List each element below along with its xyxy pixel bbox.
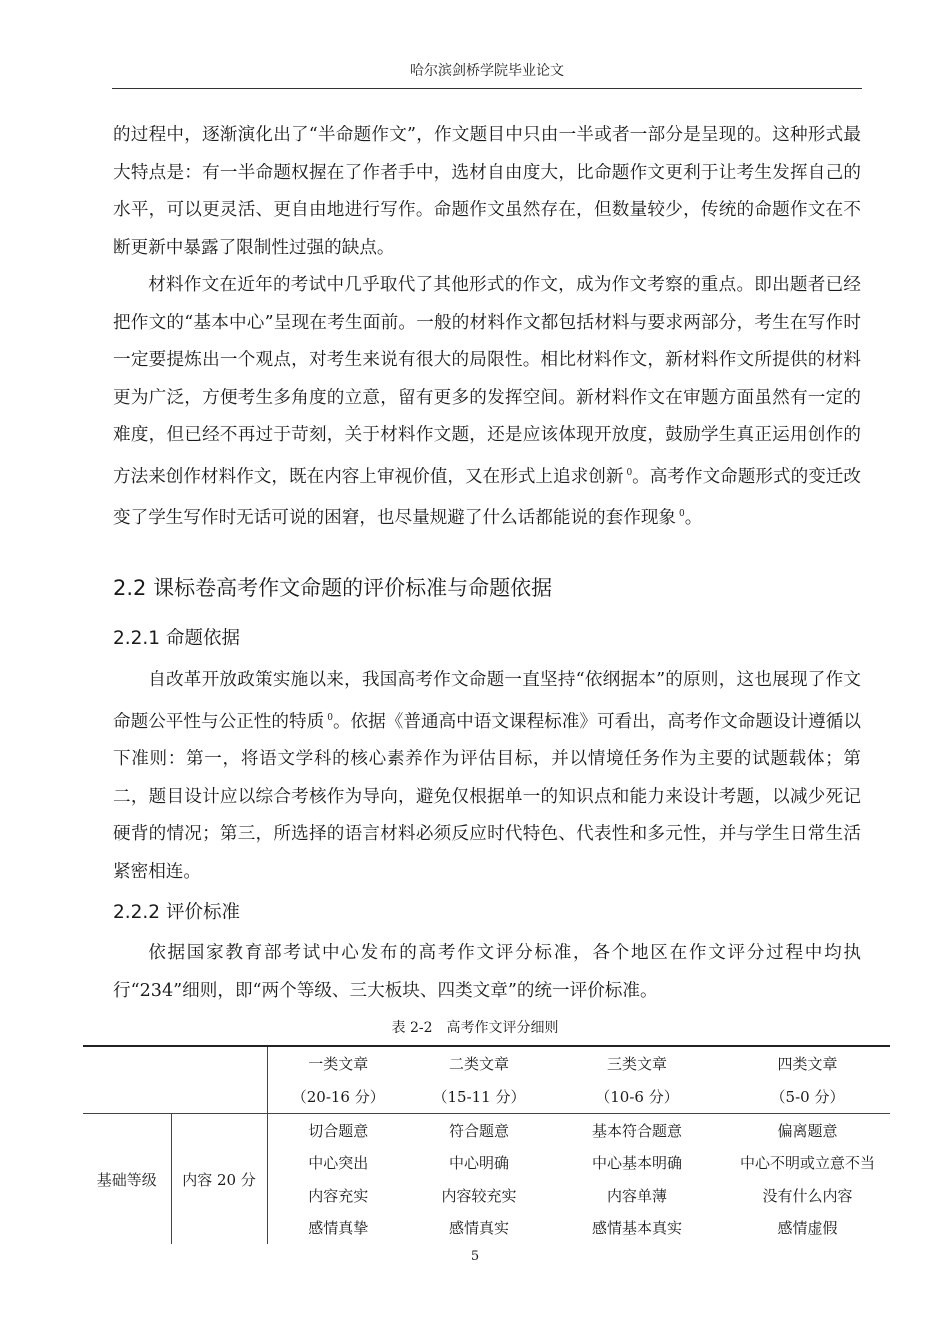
section-heading-2-2-1: 2.2.1 命题依据 xyxy=(113,628,240,649)
table-cell: 感情基本真实 xyxy=(591,1219,682,1238)
column-header-range: （10-6 分） xyxy=(595,1088,679,1106)
citation-marker: 0 xyxy=(327,712,333,723)
table-cell: 感情虚假 xyxy=(777,1219,838,1238)
section-2-2-2-body xyxy=(113,935,861,1010)
table-corner-cell xyxy=(83,1080,171,1114)
table-cell: 中心不明或立意不当 xyxy=(739,1154,875,1173)
column-header-name: 一类文章 xyxy=(267,1046,409,1080)
citation-marker: 0 xyxy=(679,509,685,519)
paragraph-2 xyxy=(113,267,861,538)
paragraph-3-text-b: 。依据《普通高中语文课程标准》可看出，高考作文命题设计遵循以下准则：第一，将语文学科的核心素养作为评估目标，并以情境任务作为主要的试题载体；第二，题目设计应以综合考核作为导向，避免仅根据单一的知识点和能力来设计考题，以减少死记硬背的情况；第三，所选择的语言材料必须反应时代特色、代表性和多元性，并与学生日常生活紧密相连。 xyxy=(113,711,861,882)
paragraph-4: 依据国家教育部考试中心发布的高考作文评分标准，各个地区在作文评分过程中均执行“234”细则，即“两个等级、三大板块、四类文章”的统一评价标准。 xyxy=(113,943,861,1001)
paragraph-2-text-c: 。 xyxy=(684,508,703,528)
section-2-2-1-body xyxy=(113,662,861,891)
table-cell: 内容单薄 xyxy=(606,1186,667,1205)
paragraph-3 xyxy=(113,662,861,891)
paragraph-2-text-a: 材料作文在近年的考试中几乎取代了其他形式的作文，成为作文考察的重点。即出题者已经把作文的“基本中心”呈现在考生面前。一般的材料作文都包括材料与要求两部分，考生在写作时一定要提炼出一个观点，对考生来说有很大的局限性。相比材料作文，新材料作文所提供的材料更为广泛，方便考生多角度的立意，留有更多的发挥空间。新材料作文在审题方面虽然有一定的难度，但已经不再过于苛刻，关于材料作文题，还是应该体现开放度，鼓励学生真正运用创作的方法来创作材料作文，既在内容上审视价值，又在形式上追求创新 xyxy=(113,275,861,487)
paragraph-continuation xyxy=(113,117,861,538)
table-cell: 内容较充实 xyxy=(441,1186,517,1205)
column-header-name: 二类文章 xyxy=(409,1046,549,1080)
page-header: 哈尔滨剑桥学院毕业论文 xyxy=(112,60,862,89)
column-header-range: （20-16 分） xyxy=(291,1088,385,1106)
table-cell: 符合题意 xyxy=(409,1114,549,1147)
row-group-label: 基础等级 xyxy=(83,1114,171,1245)
table-corner-cell xyxy=(83,1046,171,1080)
table-cell: 偏离题意 xyxy=(725,1114,890,1147)
table-cell: 没有什么内容 xyxy=(762,1186,853,1205)
row-subgroup-label: 内容 20 分 xyxy=(171,1114,267,1245)
table-cell: 中心明确 xyxy=(448,1154,509,1173)
paragraph-2-text-b: 。高考作文命题形式的变迁改变了学生写作时无话可说的困窘，也尽量规避了什么话都能说的套作现象 xyxy=(113,466,861,528)
table-cell: 中心突出 xyxy=(308,1154,369,1173)
table-cell: 内容充实 xyxy=(308,1186,369,1205)
table-cell: 感情真实 xyxy=(448,1219,509,1238)
column-header-name: 三类文章 xyxy=(549,1046,725,1080)
table-cell: 感情真挚 xyxy=(308,1219,369,1238)
column-header-range: （15-11 分） xyxy=(432,1088,526,1106)
section-heading-2-2-2: 2.2.2 评价标准 xyxy=(113,902,240,923)
table-cell: 中心基本明确 xyxy=(591,1154,682,1173)
section-heading-2-2: 2.2 课标卷高考作文命题的评价标准与命题依据 xyxy=(113,576,553,600)
table-corner-cell xyxy=(171,1080,267,1114)
table-caption: 表 2-2 高考作文评分细则 xyxy=(391,1020,559,1036)
citation-marker: 0 xyxy=(626,467,633,478)
paragraph-1: 的过程中，逐渐演化出了“半命题作文”，作文题目中只由一半或者一部分是呈现的。这种形式最大特点是：有一半命题权握在了作者手中，选材自由度大，比命题作文更利于让考生发挥自己的水平，可以更灵活、更自由地进行写作。命题作文虽然存在，但数量较少，传统的命题作文在不断更新中暴露了限制性过强的缺点。 xyxy=(113,125,861,258)
column-header-range: （5-0 分） xyxy=(770,1088,845,1106)
table-corner-cell xyxy=(171,1046,267,1080)
column-header-name: 四类文章 xyxy=(725,1046,890,1080)
table-cell: 基本符合题意 xyxy=(549,1114,725,1147)
page-number: 5 xyxy=(470,1249,480,1264)
scoring-table xyxy=(83,1045,890,1244)
paragraph-3-text-a: 自改革开放政策实施以来，我国高考作文命题一直坚持“依纲据本”的原则，这也展现了作文命题公平性与公正性的特质 xyxy=(113,670,861,732)
table-cell: 切合题意 xyxy=(267,1114,409,1147)
